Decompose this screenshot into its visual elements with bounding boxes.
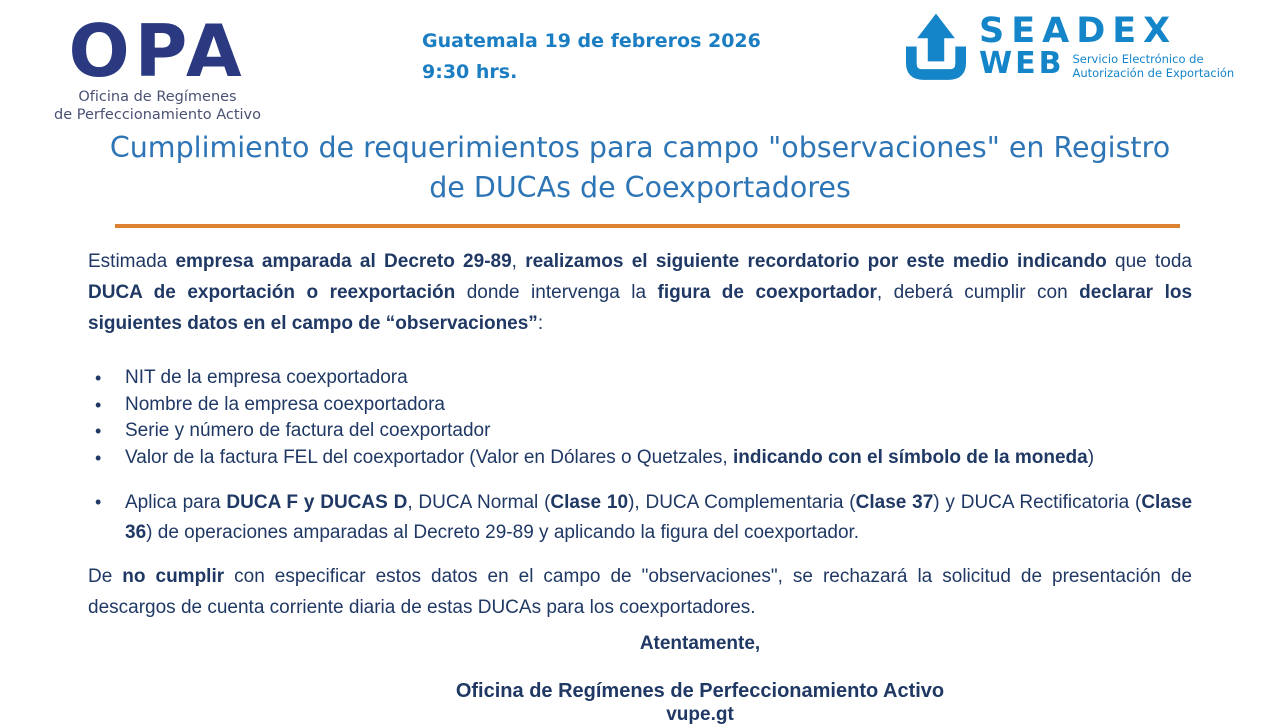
opa-logo — [50, 9, 265, 124]
seadex-row2 — [979, 46, 1235, 81]
opa-logo-text: OPA — [68, 9, 247, 93]
list-item-serie-factura: • Serie y número de factura del coexportador — [88, 418, 1192, 445]
list-item-nit: • NIT de la empresa coexportadora — [88, 365, 1192, 392]
opa-subtitle-line1: Oficina de Regímenes — [78, 89, 237, 105]
list-item-aplica: • Aplica para DUCA F y DUCAS D, DUCA Normal (Clase 10), DUCA Complementaria (Clase 37) y DUCA Rectificatoria (Clase 36) de operaciones amparadas al Decreto 29-89 y aplicando la figura del coexportador. — [88, 488, 1192, 547]
signature-website: vupe.gt — [666, 704, 734, 725]
date-block — [422, 26, 761, 88]
date-line: Guatemala 19 de febreros 2026 — [422, 30, 761, 52]
opa-subtitle-line2: de Perfeccionamiento Activo — [53, 107, 262, 123]
seadex-logo-text — [979, 12, 1234, 80]
closing-paragraph: De no cumplir con especificar estos datos en el campo de "observaciones", se rechazará la solicitud de presentación de descargos de cuenta corriente diaria de estas DUCAs para los coexportadores. — [88, 566, 1192, 618]
opa-logo-subtitle — [50, 88, 265, 124]
seadex-tagline-line1: Servicio Electrónico de — [1072, 52, 1204, 66]
applies-list — [88, 488, 1192, 547]
intro-paragraph: Estimada empresa amparada al Decreto 29-89, realizamos el siguiente recordatorio por este medio indicando que toda DUCA de exportación o reexportación donde intervenga la figura de coexportador, deberá cumplir con declarar los siguientes datos en el campo de “observaciones”: — [88, 251, 1193, 334]
seadex-web-label: WEB — [979, 46, 1065, 81]
seadex-logo — [903, 12, 1234, 86]
list-item-valor-factura: • Valor de la factura FEL del coexportador (Valor en Dólares o Quetzales, indicando con el símbolo de la moneda) — [88, 445, 1192, 472]
announcement-body — [88, 246, 1192, 726]
salutation: Atentamente, — [639, 633, 761, 654]
time-line: 9:30 hrs. — [422, 61, 518, 83]
seadex-name: SEADEX — [979, 11, 1178, 51]
requirements-list — [88, 365, 1192, 471]
signature-block — [148, 633, 1252, 726]
seadex-tagline — [1072, 49, 1234, 80]
page-title — [40, 128, 1240, 208]
page-header — [0, 0, 1280, 123]
seadex-tagline-line2: Autorización de Exportación — [1072, 65, 1235, 80]
list-item-nombre: • Nombre de la empresa coexportadora — [88, 392, 1192, 419]
page-title-line2: de DUCAs de Coexportadores — [429, 171, 851, 204]
page-title-line1: Cumplimiento de requerimientos para campo "observaciones" en Registro — [109, 131, 1171, 164]
title-divider — [115, 224, 1180, 228]
signature-office: Oficina de Regímenes de Perfeccionamiento Activo — [455, 680, 945, 702]
upload-arrow-icon — [903, 12, 969, 86]
